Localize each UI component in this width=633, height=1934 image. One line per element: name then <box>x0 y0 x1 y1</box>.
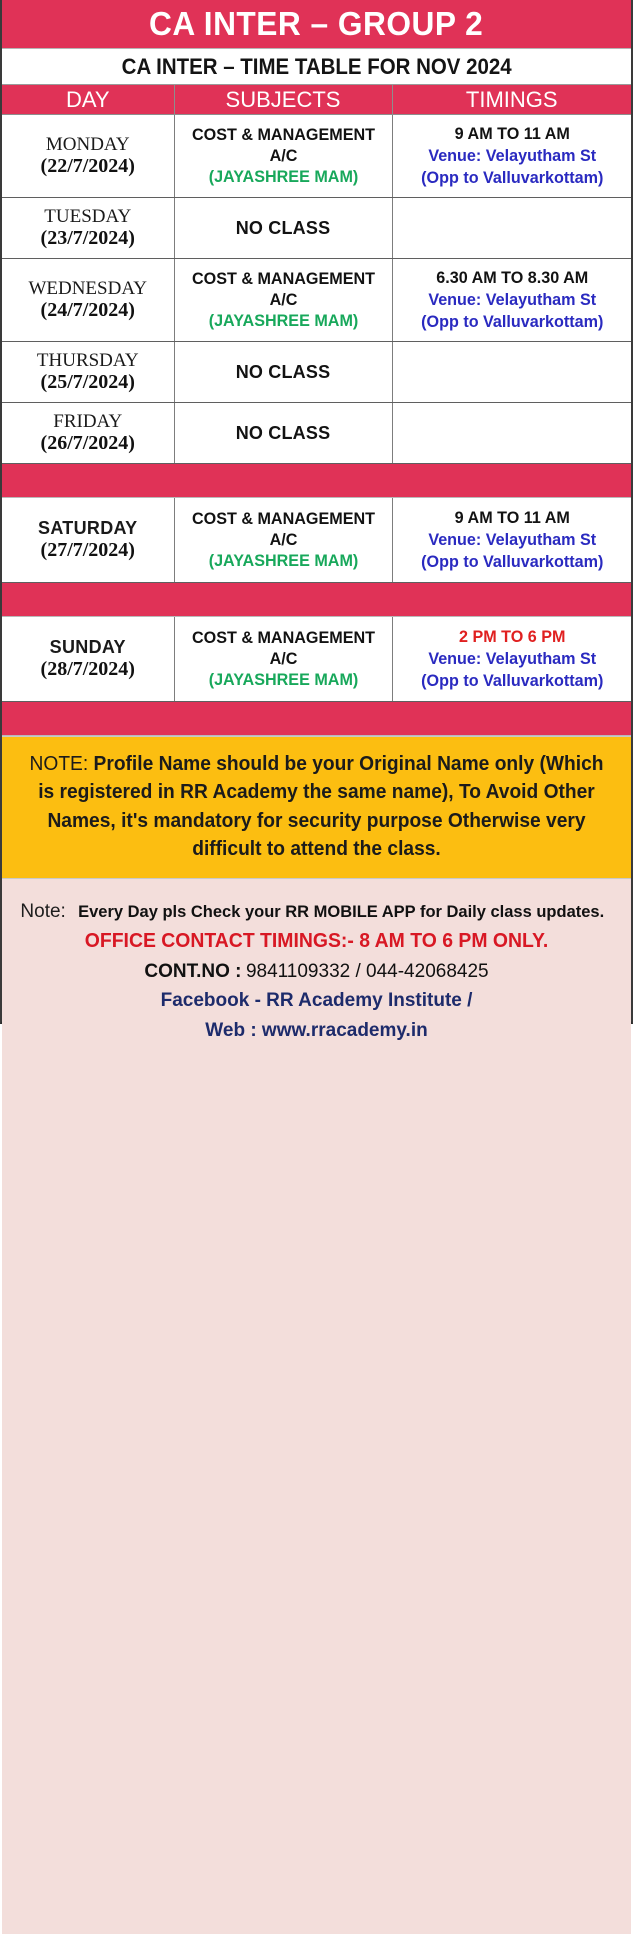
divider-band-cell <box>2 464 631 498</box>
website-line[interactable]: Web : www.rracademy.in <box>205 1019 428 1041</box>
note-banner <box>2 736 631 879</box>
timing-hours: 6.30 AM TO 8.30 AM <box>435 268 588 288</box>
day-cell <box>2 198 174 259</box>
subject-label: COST & MANAGEMENT A/C <box>191 508 375 549</box>
timing-cell <box>392 498 631 583</box>
no-class-label: NO CLASS <box>235 422 331 443</box>
day-label: THURSDAY <box>36 349 139 371</box>
subject-cell <box>174 342 392 403</box>
teacher-label: (JAYASHREE MAM) <box>208 311 358 331</box>
day-label: SATURDAY <box>38 518 138 539</box>
day-date: (22/7/2024) <box>40 155 135 178</box>
table-row <box>2 115 631 198</box>
footer-note-body: Every Day pls Check your RR MOBILE APP for Daily class updates. <box>78 901 605 921</box>
subject-cell <box>174 198 392 259</box>
day-cell <box>2 259 174 342</box>
day-date: (23/7/2024) <box>40 227 135 250</box>
footer-note-line <box>12 897 621 926</box>
timing-venue-line1: Venue: Velayutham St <box>427 648 596 668</box>
day-label: SUNDAY <box>49 637 126 658</box>
contact-label: CONT.NO : <box>144 961 242 982</box>
timing-venue-line1: Venue: Velayutham St <box>427 145 596 165</box>
office-timings-line: OFFICE CONTACT TIMINGS:- 8 AM TO 6 PM ONLY. <box>84 930 549 952</box>
divider-band <box>2 464 631 498</box>
day-date: (24/7/2024) <box>40 299 135 322</box>
timing-venue-line2: (Opp to Valluvarkottam) <box>420 167 603 187</box>
timing-venue-line1: Venue: Velayutham St <box>427 529 596 549</box>
table-row <box>2 342 631 403</box>
subject-label: COST & MANAGEMENT A/C <box>191 124 375 165</box>
divider-band-cell <box>2 583 631 617</box>
note-text <box>28 750 605 864</box>
page-subtitle: CA INTER – TIME TABLE FOR NOV 2024 <box>121 53 512 79</box>
subject-label: COST & MANAGEMENT A/C <box>191 627 375 668</box>
column-header-subjects: SUBJECTS <box>174 85 392 115</box>
no-class-label: NO CLASS <box>235 217 331 238</box>
day-date: (26/7/2024) <box>40 432 135 455</box>
day-label: FRIDAY <box>53 410 123 432</box>
timing-venue-line1: Venue: Velayutham St <box>427 289 596 309</box>
day-cell <box>2 403 174 464</box>
day-date: (25/7/2024) <box>40 371 135 394</box>
footer-note-lead: Note: <box>20 900 66 922</box>
subject-label: COST & MANAGEMENT A/C <box>191 268 375 309</box>
divider-band <box>2 702 631 736</box>
teacher-label: (JAYASHREE MAM) <box>208 551 358 571</box>
timing-cell <box>392 259 631 342</box>
divider-band-cell <box>2 702 631 736</box>
teacher-label: (JAYASHREE MAM) <box>208 167 358 187</box>
column-header-timings: TIMINGS <box>392 85 631 115</box>
subject-cell <box>174 259 392 342</box>
table-row <box>2 259 631 342</box>
timing-hours: 9 AM TO 11 AM <box>454 124 570 144</box>
day-label: MONDAY <box>45 133 130 155</box>
table-row <box>2 403 631 464</box>
day-label: TUESDAY <box>44 205 132 227</box>
timing-cell-empty <box>392 198 631 259</box>
subject-cell <box>174 498 392 583</box>
column-header-day: DAY <box>2 85 174 115</box>
contact-line <box>12 957 621 986</box>
poster-subtitle-band <box>2 49 631 85</box>
day-cell <box>2 342 174 403</box>
timing-venue-line2: (Opp to Valluvarkottam) <box>420 551 603 571</box>
footer-section <box>2 879 631 1934</box>
no-class-label: NO CLASS <box>235 361 331 382</box>
day-cell <box>2 115 174 198</box>
facebook-line[interactable]: Facebook - RR Academy Institute / <box>160 990 473 1012</box>
contact-value: 9841109332 / 044-42068425 <box>245 961 489 982</box>
subject-cell <box>174 115 392 198</box>
day-label: WEDNESDAY <box>28 277 148 299</box>
divider-band <box>2 583 631 617</box>
day-date: (27/7/2024) <box>40 538 135 561</box>
day-cell <box>2 498 174 583</box>
table-row <box>2 198 631 259</box>
timing-venue-line2: (Opp to Valluvarkottam) <box>420 670 603 690</box>
timing-venue-line2: (Opp to Valluvarkottam) <box>420 311 603 331</box>
timing-cell-empty <box>392 403 631 464</box>
timing-hours: 2 PM TO 6 PM <box>458 627 565 647</box>
timing-cell <box>392 617 631 702</box>
table-header-row <box>2 85 631 115</box>
note-body-text: Profile Name should be your Original Name only (Which is registered in RR Academy the same name), To Avoid Other Names, it's mandatory for security purpose Otherwise very difficult to attend the class. <box>38 753 604 861</box>
table-row <box>2 617 631 702</box>
timing-hours: 9 AM TO 11 AM <box>454 508 570 528</box>
day-date: (28/7/2024) <box>40 657 135 680</box>
note-lead-label: NOTE: <box>29 753 89 775</box>
timing-cell-empty <box>392 342 631 403</box>
day-cell <box>2 617 174 702</box>
timing-cell <box>392 115 631 198</box>
teacher-label: (JAYASHREE MAM) <box>208 670 358 690</box>
subject-cell <box>174 403 392 464</box>
poster-title-band <box>2 0 631 49</box>
subject-cell <box>174 617 392 702</box>
table-row <box>2 498 631 583</box>
timetable <box>2 85 631 736</box>
page-title: CA INTER – GROUP 2 <box>149 5 484 42</box>
